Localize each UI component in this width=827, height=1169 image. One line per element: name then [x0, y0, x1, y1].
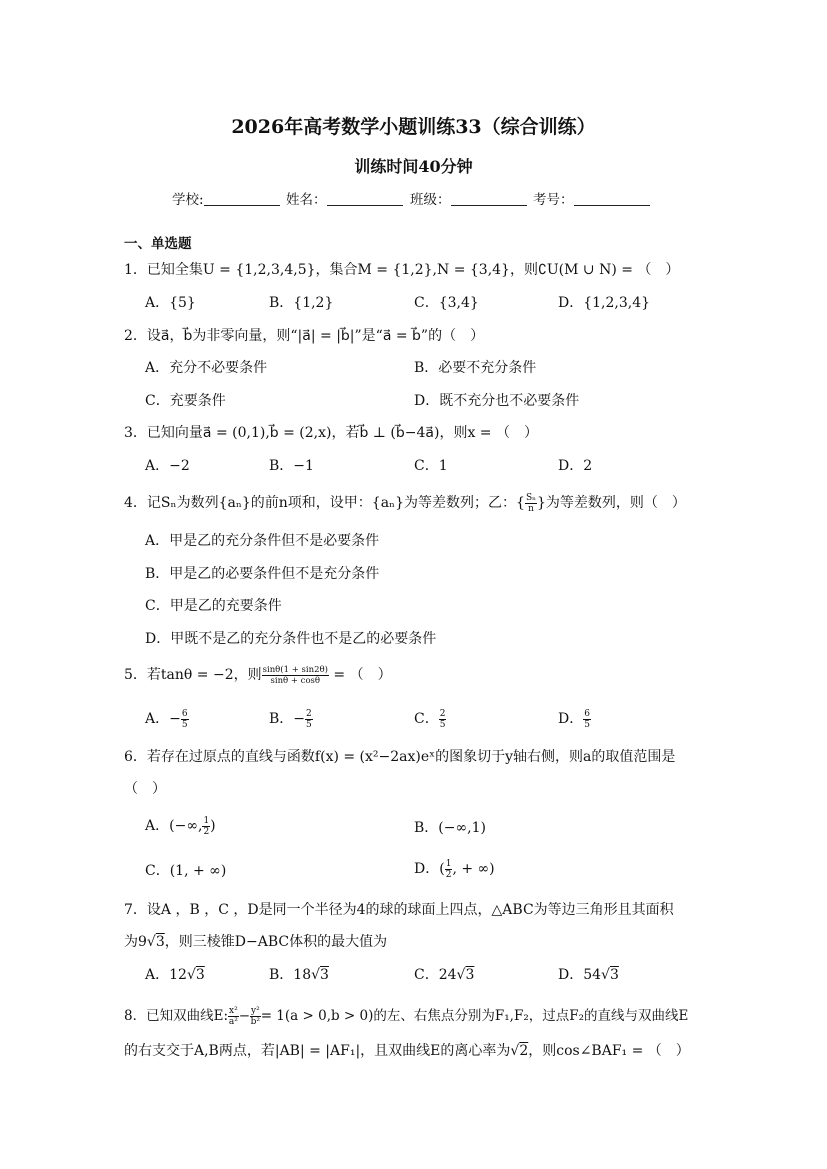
option-c: C．甲是乙的充要条件	[145, 598, 282, 614]
id-blank	[574, 191, 650, 206]
option-d: D．54√3	[558, 967, 619, 983]
question-7-stem-cont: 为9√3，则三棱锥D−ABC体积的最大值为	[124, 934, 388, 950]
name-field	[286, 188, 403, 208]
class-label: 班级：	[410, 192, 451, 208]
question-text: 若tanθ = −2，则	[146, 667, 262, 683]
question-5-stem	[124, 664, 392, 686]
question-3-stem	[124, 422, 538, 442]
option-d: D．既不充分也不必要条件	[414, 393, 580, 409]
section-title: 一、单选题	[124, 236, 192, 252]
page-subtitle: 训练时间40分钟	[354, 157, 473, 176]
option-d: D．{1,2,3,4}	[558, 295, 651, 311]
fraction: $\frac{\sin\theta(1 + \sin 2\theta)}{\sin\theta + \cos\theta}$	[262, 664, 328, 686]
question-1-stem	[124, 259, 679, 279]
option-c: C．(1, + ∞)	[145, 863, 227, 879]
fraction: $\frac{\text{x²}}{\text{a²}}$	[228, 1006, 238, 1027]
question-text: = （ ）	[333, 667, 392, 683]
option-d: D．甲既不是乙的充分条件也不是乙的必要条件	[145, 631, 437, 647]
option-c: C．1	[414, 458, 448, 474]
question-number: 4．	[124, 495, 147, 511]
option-b: B．(−∞,1)	[414, 820, 486, 836]
question-text: 已知双曲线E:	[146, 1008, 228, 1024]
fraction: $\frac{\text{Sₙ}}{n}$	[525, 492, 536, 514]
option-b: B．− $\frac{2}{5}$	[269, 708, 312, 730]
option-a: A．(−∞, $\frac{1}{2}$ )	[145, 815, 216, 837]
question-number: 1．	[124, 262, 147, 278]
class-blank	[451, 191, 527, 206]
school-field	[172, 188, 280, 208]
question-text: }为等差数列，则（ ）	[537, 495, 686, 511]
option-c: C．充要条件	[145, 393, 226, 409]
name-label: 姓名：	[286, 192, 327, 208]
option-b: B．甲是乙的必要条件但不是充分条件	[145, 566, 380, 582]
question-text: = 1(a > 0,b > 0)的左、右焦点分别为F₁,F₂，过点F₂的直线与双曲线E	[260, 1008, 689, 1024]
option-d: D．( $\frac{1}{2}$ , + ∞)	[414, 858, 495, 880]
question-text: 设A ，B ，C ，D是同一个半径为4的球的球面上四点，△ABC为等边三角形且其面积	[146, 902, 674, 918]
option-a: A．12√3	[145, 967, 205, 983]
option-c: C． $\frac{2}{5}$	[414, 708, 446, 730]
question-6-stem	[124, 746, 675, 766]
option-a: A．− $\frac{6}{5}$	[145, 708, 188, 730]
question-2-stem	[124, 325, 484, 345]
option-b: B．18√3	[269, 967, 329, 983]
question-6-stem-cont: （ ）	[124, 781, 166, 797]
id-label: 考号：	[533, 192, 574, 208]
option-b: B．必要不充分条件	[414, 360, 537, 376]
option-a: A．−2	[145, 458, 190, 474]
question-number: 2．	[124, 328, 147, 344]
question-text: 设a⃗，b⃗为非零向量，则“|a⃗| = |b⃗|”是“a⃗ = b⃗”的（ ）	[146, 328, 485, 344]
school-blank	[204, 191, 280, 206]
option-c: C．24√3	[414, 967, 475, 983]
option-a: A．充分不必要条件	[145, 360, 268, 376]
question-7-stem	[124, 899, 674, 919]
question-8-stem: 8．已知双曲线E: $\frac{\text{x²}}{\text{a²}}$ − $\frac{\text{y²}}{\text{b²}}$ = 1(a > 0,b > 0)的左、右焦点分别为F₁,F₂，过点F₂的直线与双曲线E	[124, 1006, 689, 1027]
id-field	[533, 188, 650, 208]
class-field	[410, 188, 527, 208]
option-a: A．{5}	[145, 295, 196, 311]
question-8-stem-cont: 的右支交于A,B两点，若|AB| = |AF₁|，且双曲线E的离心率为√2，则cos∠BAF₁ = （ ）	[124, 1043, 690, 1059]
school-label: 学校:	[172, 192, 204, 208]
question-number: 6．	[124, 749, 147, 765]
question-text: 若存在过原点的直线与函数f(x) = (x²−2ax)eˣ的图象切于y轴右侧，则a的取值范围是	[146, 749, 676, 765]
page-title: 2026年高考数学小题训练33（综合训练）	[231, 116, 596, 138]
question-text: 记Sₙ为数列{aₙ}的前n项和，设甲：{aₙ}为等差数列；乙：{	[146, 495, 525, 511]
question-number: 5．	[124, 667, 147, 683]
option-c: C．{3,4}	[414, 295, 479, 311]
question-text: 已知向量a⃗ = (0,1),b⃗ = (2,x)，若b⃗ ⊥ (b⃗−4a⃗)，则x = （ ）	[146, 425, 538, 441]
option-a: A．甲是乙的充分条件但不是必要条件	[145, 533, 380, 549]
name-blank	[327, 191, 403, 206]
question-4-stem	[124, 492, 686, 514]
fraction: $\frac{\text{y²}}{\text{b²}}$	[250, 1006, 261, 1027]
option-b: B．{1,2}	[269, 295, 334, 311]
option-d: D．2	[558, 458, 593, 474]
question-text: 已知全集U = {1,2,3,4,5}，集合M = {1,2},N = {3,4}，则∁U(M ∪ N) = （ ）	[146, 262, 680, 278]
option-d: D． $\frac{6}{5}$	[558, 708, 590, 730]
question-number: 7．	[124, 902, 147, 918]
question-number: 3．	[124, 425, 147, 441]
option-b: B．−1	[269, 458, 314, 474]
question-number: 8．	[124, 1008, 147, 1024]
